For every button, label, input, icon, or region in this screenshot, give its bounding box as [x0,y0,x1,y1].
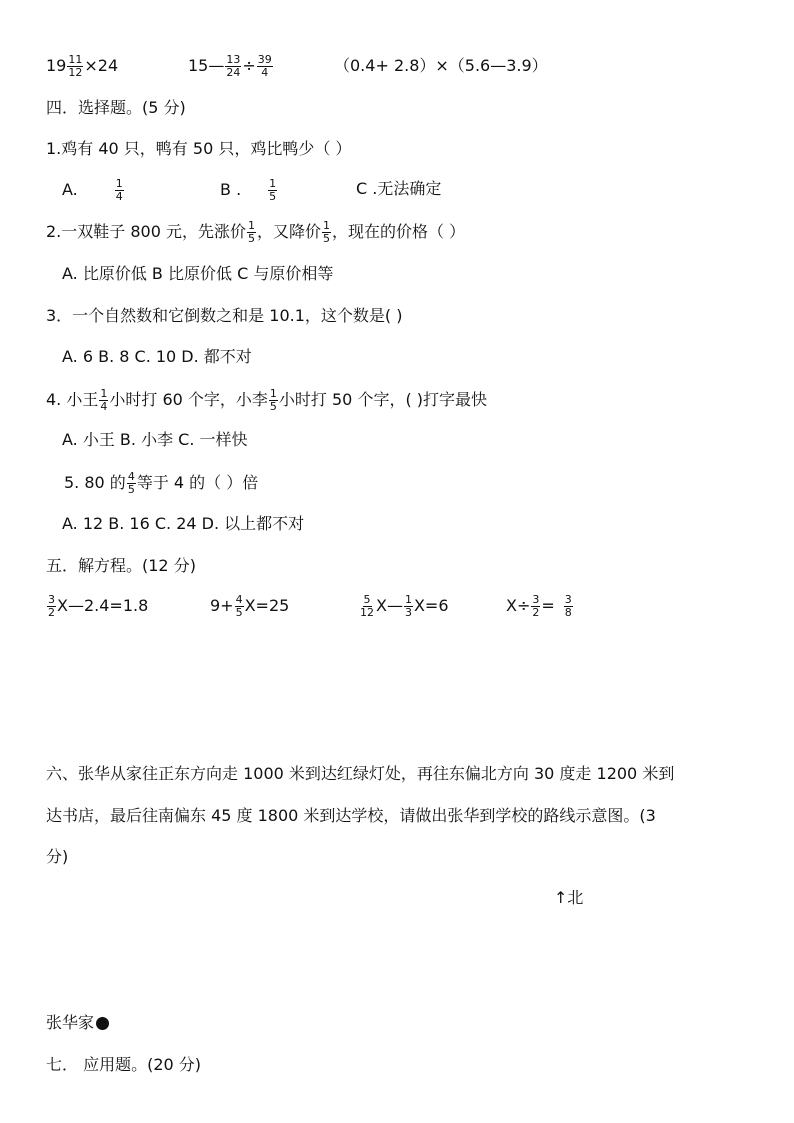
q4-options: A. 小王 B. 小李 C. 一样快 [62,430,248,449]
q5-stem: 5. 80 的 $\frac{4}{5}$ 等于 4 的（ ）倍 [64,470,259,496]
section6-line-2: 达书店，最后往南偏东 45 度 1800 米到达学校，请做出张华到学校的路线示意图。(3 [46,806,656,825]
fraction: $\frac{5}{12}$ [360,593,374,619]
fraction: $\frac{13}{24}$ [226,53,241,79]
fraction: $\frac{3}{2}$ [532,593,540,619]
home-dot-icon [96,1017,109,1030]
home-label: 张华家 [46,1013,95,1032]
section6-line-1: 六、张华从家往正东方向走 1000 米到达红绿灯处，再往东偏北方向 30 度走 1200 米到 [46,764,675,783]
q2-options: A. 比原价低 B 比原价低 C 与原价相等 [62,264,334,283]
fraction: $\frac{3}{2}$ [48,593,55,619]
q2-stem: 2.一双鞋子 800 元，先涨价 $\frac{1}{5}$ ，又降价 $\frac{1}{5}$ ，现在的价格（ ） [46,219,466,245]
section5-title: 五．解方程。(12 分) [46,556,196,575]
home-marker [46,1013,109,1033]
calc-expression-3: （0.4+ 2.8）×（5.6—3.9） [334,56,548,75]
calc-expression-1: 19 $\frac{11}{12}$ ×24 [46,53,119,79]
section4-title: 四．选择题。(5 分) [46,98,186,117]
section7-title: 七． 应用题。(20 分) [46,1055,202,1074]
fraction: $\frac{1}{5}$ [269,177,277,203]
equation-3: $\frac{5}{12}$ X— $\frac{1}{3}$ X=6 [360,593,449,619]
equation-4: X÷ $\frac{3}{2}$ = $\frac{3}{8}$ [506,593,572,619]
fraction: $\frac{1}{5}$ [323,219,330,245]
fraction: $\frac{3}{8}$ [564,593,572,619]
fraction: $\frac{1}{5}$ [269,387,277,413]
section6-line-3: 分) [46,847,69,866]
equation-2: 9+ $\frac{4}{5}$ X=25 [210,593,290,619]
fraction: $\frac{1}{3}$ [404,593,412,619]
north-arrow-label: ↑北 [554,888,584,907]
fraction: $\frac{4}{5}$ [235,593,243,619]
fraction: $\frac{11}{12}$ [68,53,83,79]
fraction: $\frac{1}{4}$ [115,177,123,203]
fraction: $\frac{1}{4}$ [100,387,108,413]
calc-expression-2: 15— $\frac{13}{24}$ ÷ $\frac{39}{4}$ [188,53,272,79]
fraction: $\frac{4}{5}$ [127,470,135,496]
q1-option-c: C .无法确定 [356,179,442,198]
q4-stem: 4. 小王 $\frac{1}{4}$ 小时打 60 个字，小李 $\frac{1}{5}$ 小时打 50 个字，( )打字最快 [46,387,488,413]
q1-option-a: A. $\frac{1}{4}$ [62,177,123,203]
q1-stem: 1.鸡有 40 只，鸭有 50 只，鸡比鸭少（ ） [46,139,352,158]
q3-stem: 3．一个自然数和它倒数之和是 10.1，这个数是( ) [46,306,403,325]
equation-1: $\frac{3}{2}$ X—2.4=1.8 [48,593,149,619]
q1-option-b: B . $\frac{1}{5}$ [220,177,277,203]
fraction: $\frac{1}{5}$ [247,219,255,245]
q5-options: A. 12 B. 16 C. 24 D. 以上都不对 [62,514,305,533]
fraction: $\frac{39}{4}$ [257,53,272,79]
q3-options: A. 6 B. 8 C. 10 D. 都不对 [62,347,252,366]
